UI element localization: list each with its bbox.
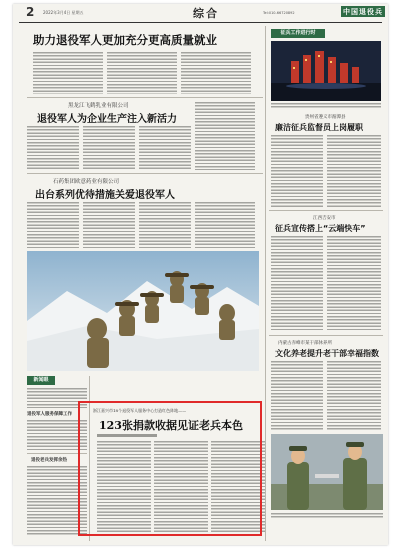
story1-body-a [27,126,79,170]
night-city-illustration [271,41,381,101]
column-divider [265,26,266,541]
photo-caption [271,513,383,519]
divider [27,173,263,174]
section-tag: 征兵工作进行时 [271,29,325,38]
story2-headline: 出台系列优待措施关爱退役军人 [35,190,175,201]
masthead-logo: 中国退役兵 [343,7,383,16]
right-top-body-b [327,135,381,207]
right-top-headline: 廉洁征兵监督员上岗履职 [275,123,363,132]
right-low-headline: 文化养老提升老干部幸福指数 [275,349,379,358]
left-item1-title: 退役军人服务保障工作 [27,412,72,417]
divider [269,210,383,211]
story1-body-b [83,126,135,170]
right-low-body-a [271,361,323,431]
feature-kicker: 浙江嘉兴市18个退役军人服务中心打造红色阵地—— [93,408,187,413]
feature-headline: 123张捐款收据见证老兵本色 [99,419,243,432]
story2-body-a [27,202,79,248]
left-item2-title: 退役老兵发挥余热 [31,458,67,463]
soldiers-snow-illustration [27,251,259,371]
page-number: 2 [26,5,35,19]
right-mid-headline: 征兵宣传搭上“云端快车” [275,224,366,233]
soldiers-snow-photo [27,251,259,371]
story1-body-c [139,126,191,170]
right-low-body-b [327,361,381,431]
lead-body-col2 [107,52,177,94]
right-top-kicker: 贵州省遵义市湄潭县 [305,115,346,120]
highlight-box [78,401,262,536]
header-rule [19,22,382,23]
right-mid-kicker: 江西吉安市 [313,216,336,221]
story1-headline: 退役军人为企业生产注入新活力 [37,114,177,125]
right-top-body-a [271,135,323,207]
photo-caption [271,103,381,109]
right-low-kicker: 内蒙古赤峰市某干部休养所 [278,341,332,346]
right-mid-body-a [271,236,323,332]
date-line: 2022年3月4日 星期五 [43,10,84,15]
story1-kicker: 黑龙江飞鹤乳业有限公司 [68,103,129,109]
female-soldiers-illustration [271,434,383,510]
story2-kicker: 石药集团欧意药业有限公司 [53,179,120,185]
page-header [13,4,388,22]
lead-headline: 助力退役军人更加充分更高质量就业 [33,33,217,47]
divider [27,97,263,98]
lead-body-col1 [33,52,103,94]
story1-body-d [195,102,255,170]
story2-body-c [139,202,191,248]
divider [269,335,383,336]
right-mid-body-b [327,236,381,332]
female-soldiers-photo [271,434,383,510]
story2-body-d [195,202,255,248]
lead-body-col3 [181,52,251,94]
section-title: 综合 [193,7,219,20]
left-column-tag: 新闻眼 [27,376,55,385]
site-line: Tel:010-66720892 [263,11,295,15]
night-city-photo [271,41,381,101]
story2-body-b [83,202,135,248]
